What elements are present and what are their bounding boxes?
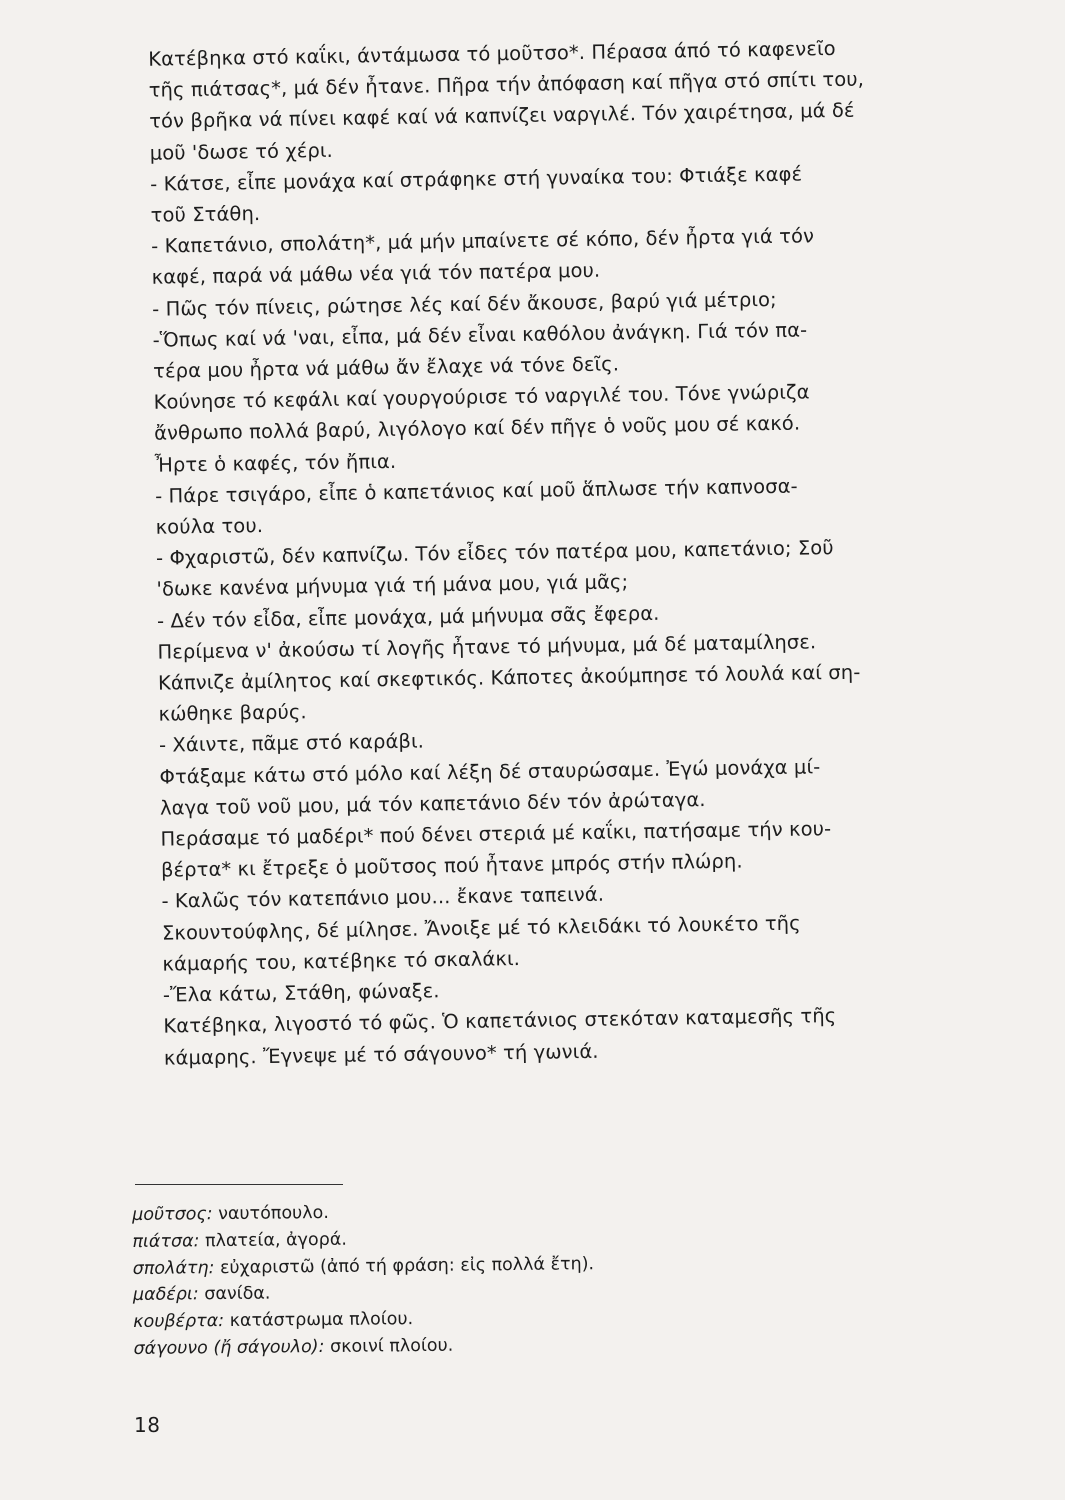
footnote-term: μαδέρι: bbox=[132, 1284, 199, 1306]
text-line: καφέ, παρά νά μάθω νέα γιά τόν πατέρα μου. bbox=[151, 259, 601, 290]
footnote-term: σάγουνο (ἤ σάγουλο): bbox=[133, 1336, 325, 1359]
footnote-term: σπολάτη: bbox=[132, 1257, 215, 1279]
text-line: - Κάτσε, εἶπε μονάχα καί στράφηκε στή γυναίκα του: Φτιάξε καφέ bbox=[150, 162, 803, 196]
text-line: - Φχαριστῶ, δέν καπνίζω. Τόν εἶδες τόν πατέρα μου, καπετάνιο; Σοῦ bbox=[155, 536, 834, 570]
text-line: τοῦ Στάθη. bbox=[150, 202, 261, 227]
text-line: Κατέβηκα στό καΐκι, άντάμωσα τό μοῦτσο*. Πέρασα άπό τό καφενεῖο bbox=[148, 36, 836, 71]
footnote-separator bbox=[135, 1184, 343, 1185]
text-line: Ἦρτε ὁ καφές, τόν ἤπια. bbox=[154, 449, 397, 477]
text-line: Κατέβηκα, λιγοστό τό φῶς. Ὁ καπετάνιος στεκόταν καταμεσῆς τῆς bbox=[163, 1004, 837, 1038]
footnote-term: μοῦτσος: bbox=[132, 1204, 213, 1225]
page-number: 18 bbox=[134, 1413, 161, 1437]
footnote-definition: εὐχαριστῶ (ἀπό τή φράση: εἰς πολλά ἔτη). bbox=[219, 1253, 595, 1278]
text-line: Σκουντούφλης, δέ μίλησε. Ἄνοιξε μέ τό κλειδάκι τό λουκέτο τῆς bbox=[161, 911, 801, 945]
text-line: Περίμενα ν' ἀκούσω τί λογῆς ἦτανε τό μήνυμα, μά δέ ματαμίλησε. bbox=[157, 630, 817, 664]
text-line: βέρτα* κι ἔτρεξε ὁ μοῦτσος πού ἦτανε μπρός στήν πλώρη. bbox=[160, 849, 743, 882]
text-line: - Καλῶς τόν κατεπάνιο μου... ἔκανε ταπεινά. bbox=[161, 883, 605, 914]
text-line: τόν βρῆκα νά πίνει καφέ καί νά καπνίζει ναργιλέ. Τόν χαιρέτησα, μά δέ bbox=[149, 99, 855, 134]
text-line: ἄνθρωπο πολλά βαρύ, λιγόλογο καί δέν πῆγε ὁ νοῦς μου σέ κακό. bbox=[153, 411, 801, 446]
paragraph bbox=[147, 998, 978, 1073]
footnote bbox=[133, 1330, 693, 1363]
text-line: - Καπετάνιο, σπολάτη*, μά μήν μπαίνετε σέ κόπο, δέν ἦρτα γιά τόν bbox=[151, 224, 815, 258]
text-line: τέρα μου ἦρτα νά μάθω ἄν ἔλαχε νά τόνε δεῖς. bbox=[152, 352, 620, 383]
footnote-definition: πλατεία, ἀγορά. bbox=[204, 1229, 347, 1252]
text-line: κάμαρης. Ἔγνεψε μέ τό σάγουνο* τή γωνιά. bbox=[163, 1039, 599, 1070]
text-line: - Δέν τόν εἶδα, εἶπε μονάχα, μά μήνυμα σᾶς ἔφερα. bbox=[156, 601, 660, 633]
text-line: Περάσαμε τό μαδέρι* πού δένει στεριά μέ καΐκι, πατήσαμε τήν κου- bbox=[160, 817, 832, 851]
text-line: λαγα τοῦ νοῦ μου, μά τόν καπετάνιο δέν τόν ἀρώταγα. bbox=[159, 787, 706, 820]
text-line: -Ἔλα κάτω, Στάθη, φώναξε. bbox=[162, 979, 440, 1007]
footnote-term: πιάτσα: bbox=[132, 1231, 200, 1252]
footnote-definition: κατάστρωμα πλοίου. bbox=[229, 1309, 414, 1332]
body-text bbox=[132, 31, 978, 1074]
footnote-definition: ναυτόπουλο. bbox=[218, 1202, 329, 1225]
paragraph bbox=[137, 374, 968, 481]
footnote-definition: σκοινί πλοίου. bbox=[329, 1335, 454, 1357]
text-line: τῆς πιάτσας*, μά δέν ἦτανε. Πῆρα τήν ἀπόφαση καί πῆγα στό σπίτι του, bbox=[148, 67, 865, 102]
footnote-definition: σανίδα. bbox=[204, 1283, 271, 1305]
footnotes bbox=[132, 1196, 694, 1363]
text-line: Κούνησε τό κεφάλι καί γουργούρισε τό ναργιλέ του. Τόνε γνώριζα bbox=[153, 380, 810, 414]
text-line: Φτάξαμε κάτω στό μόλο καί λέξη δέ σταυρώσαμε. Ἐγώ μονάχα μί- bbox=[159, 754, 821, 789]
text-line: μοῦ 'δωσε τό χέρι. bbox=[149, 138, 334, 165]
text-line: - Πάρε τσιγάρο, εἶπε ὁ καπετάνιος καί μοῦ ἅπλωσε τήν καπνοσα- bbox=[154, 474, 798, 508]
text-line: Κάπνιζε ἀμίλητος καί σκεφτικός. Κάποτες ἀκούμπησε τό λουλά καί ση- bbox=[157, 660, 861, 695]
text-line: -Ὅπως καί νά 'ναι, εἶπα, μά δέν εἶναι καθόλου ἀνάγκη. Γιά τόν πα- bbox=[152, 318, 808, 352]
text-line: κώθηκε βαρύς. bbox=[158, 700, 307, 726]
text-line: - Πῶς τόν πίνεις, ρώτησε λές καί δέν ἄκουσε, βαρύ γιά μέτριο; bbox=[151, 287, 777, 321]
text-line: - Χάιντε, πᾶμε στό καράβι. bbox=[158, 729, 425, 758]
text-line: κούλα του. bbox=[155, 514, 264, 539]
text-line: 'δωκε κανένα μήνυμα γιά τή μάνα μου, γιά μᾶς; bbox=[156, 570, 629, 602]
paragraph bbox=[132, 31, 964, 169]
paragraph bbox=[141, 624, 972, 731]
text-line: κάμαρής του, κατέβηκε τό σκαλάκι. bbox=[162, 946, 521, 976]
footnote-term: κουβέρτα: bbox=[133, 1311, 225, 1333]
